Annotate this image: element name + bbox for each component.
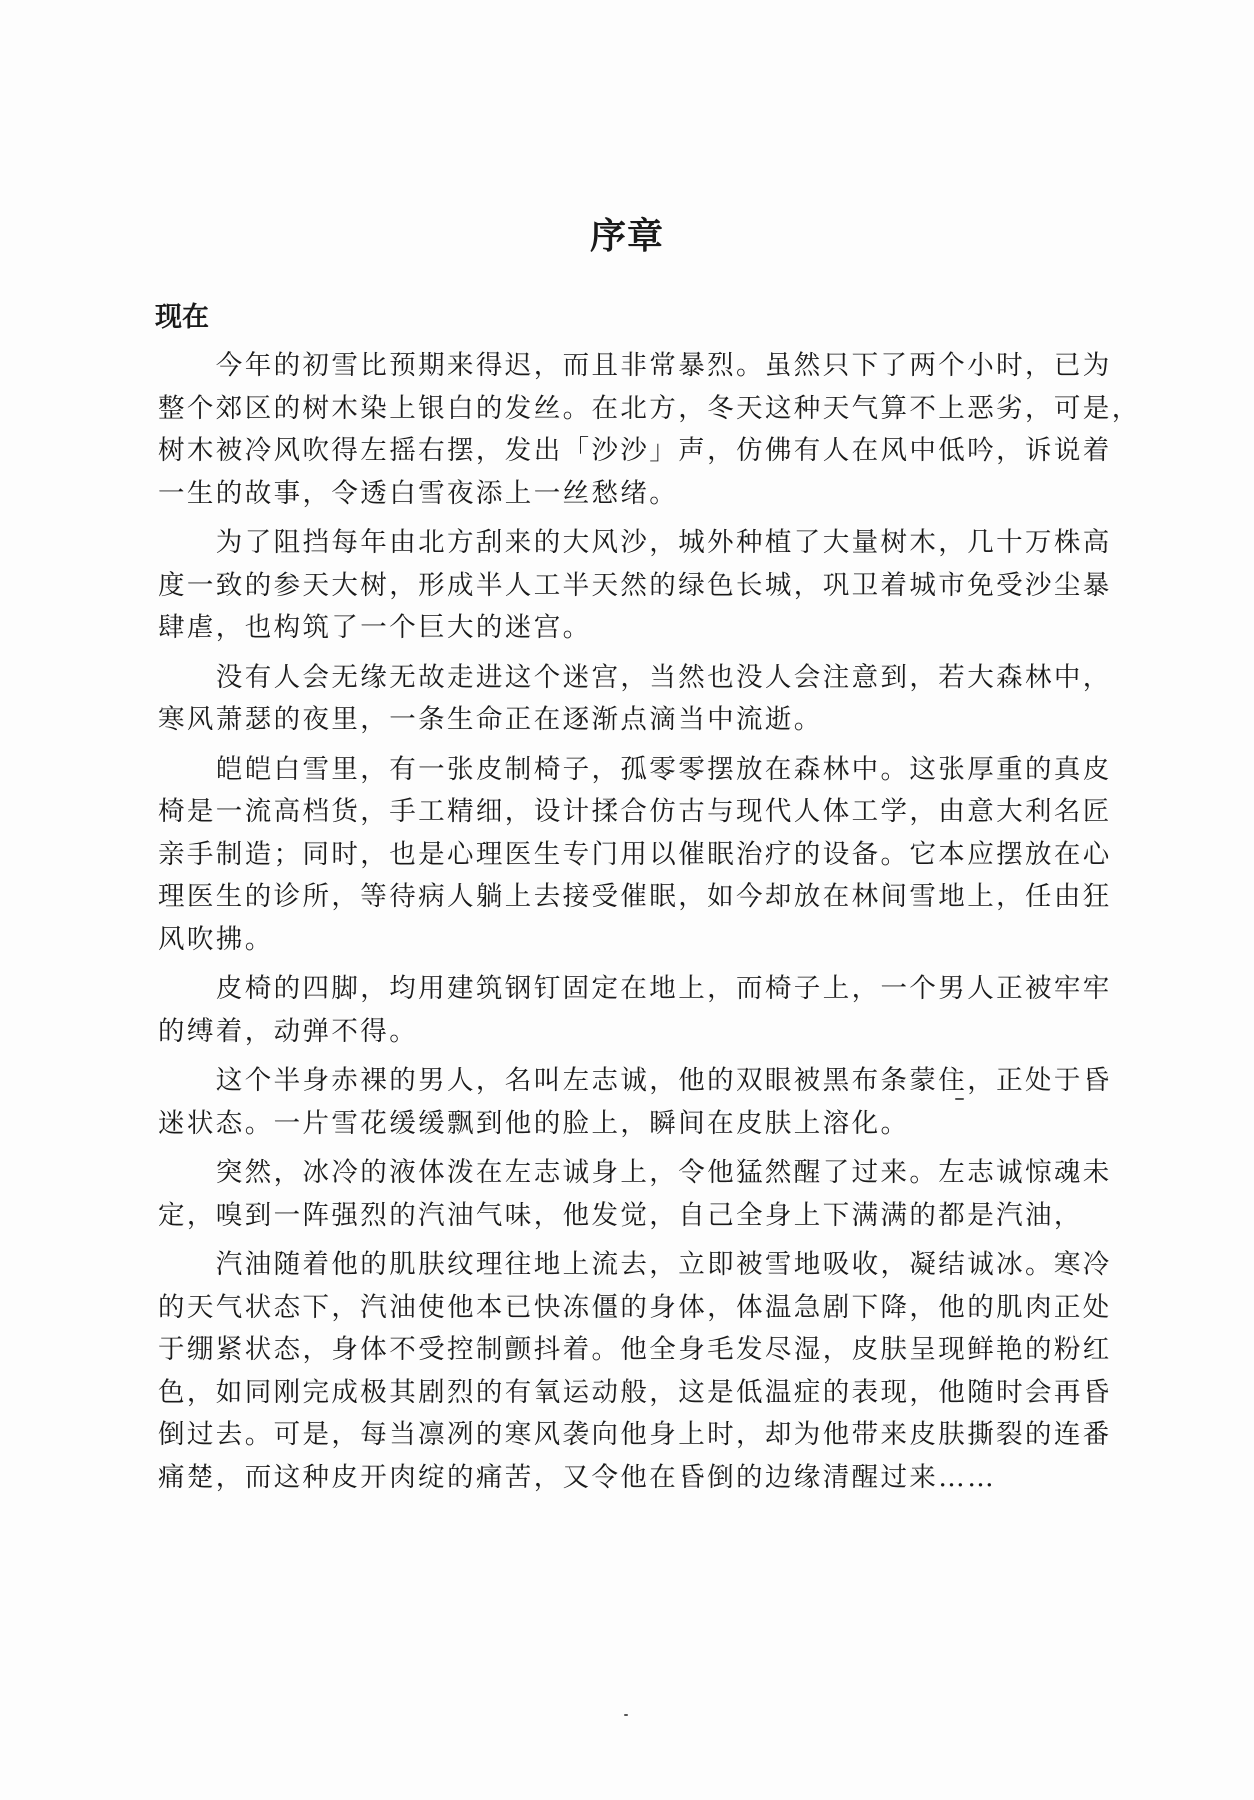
text-line: 于绷紧状态，身体不受控制颤抖着。他全身毛发尽湿，皮肤呈现鲜艳的粉红 <box>158 1334 1112 1365</box>
text-line: 今年的初雪比预期来得迟，而且非常暴烈。虽然只下了两个小时，已为 <box>158 350 1112 381</box>
paragraph <box>158 522 1112 650</box>
text-line: 肆虐，也构筑了一个巨大的迷宫。 <box>158 612 592 643</box>
text-line: 亲手制造；同时，也是心理医生专门用以催眠治疗的设备。它本应摆放在心 <box>158 838 1112 870</box>
scan-speck <box>624 1714 628 1716</box>
text-line: 一生的故事，令透白雪夜添上一丝愁绪。 <box>158 477 679 509</box>
scan-speck <box>955 1098 964 1100</box>
paragraph <box>158 1244 1112 1499</box>
text-line: 色，如同刚完成极其剧烈的有氧运动般，这是低温症的表现，他随时会再昏 <box>158 1376 1112 1408</box>
text-line: 为了阻挡每年由北方刮来的大风沙，城外种植了大量树木，几十万株高 <box>158 527 1112 558</box>
text-line: 定，嗅到一阵强烈的汽油气味，他发觉，自己全身上下满满的都是汽油， <box>158 1199 1083 1231</box>
text-line: 突然，冰冷的液体泼在左志诚身上，令他猛然醒了过来。左志诚惊魂未 <box>158 1157 1112 1188</box>
text-line: 椅是一流高档货，手工精细，设计揉合仿古与现代人体工学，由意大利名匠 <box>158 796 1112 827</box>
section-heading: 现在 <box>155 302 209 333</box>
chapter-title: 序章 <box>589 215 664 257</box>
text-line: 树木被冷风吹得左摇右摆，发出「沙沙」声，仿佛有人在风中低吟，诉说着 <box>158 435 1112 466</box>
text-line: 痛楚，而这种皮开肉绽的痛苦，又令他在昏倒的边缘清醒过来…… <box>158 1461 997 1493</box>
paragraph <box>158 1152 1112 1237</box>
text-line: 度一致的参天大树，形成半人工半天然的绿色长城，巩卫着城市免受沙尘暴 <box>158 569 1112 601</box>
text-line: 没有人会无缘无故走进这个迷宫，当然也没人会注意到，若大森林中， <box>158 661 1112 693</box>
text-line: 这个半身赤裸的男人，名叫左志诚，他的双眼被黑布条蒙住，正处于昏 <box>158 1065 1112 1096</box>
text-line: 风吹拂。 <box>158 923 274 955</box>
text-line: 整个郊区的树木染上银白的发丝。在北方，冬天这种天气算不上恶劣，可是， <box>158 392 1141 424</box>
body-text <box>158 345 1141 1506</box>
paragraph <box>158 345 1141 515</box>
paragraph <box>158 657 1112 742</box>
paragraph <box>158 1060 1112 1145</box>
text-line: 皮椅的四脚，均用建筑钢钉固定在地上，而椅子上，一个男人正被牢牢 <box>158 973 1112 1004</box>
paragraph <box>158 968 1112 1053</box>
text-line: 皑皑白雪里，有一张皮制椅子，孤零零摆放在森林中。这张厚重的真皮 <box>158 753 1112 785</box>
text-line: 迷状态。一片雪花缓缓飘到他的脸上，瞬间在皮肤上溶化。 <box>158 1107 910 1139</box>
text-line: 倒过去。可是，每当凛冽的寒风袭向他身上时，却为他带来皮肤撕裂的连番 <box>158 1419 1112 1450</box>
text-line: 汽油随着他的肌肤纹理往地上流去，立即被雪地吸收，凝结诚冰。寒冷 <box>158 1249 1112 1280</box>
text-line: 的天气状态下，汽油使他本已快冻僵的身体，体温急剧下降，他的肌肉正处 <box>158 1291 1112 1323</box>
text-line: 的缚着，动弹不得。 <box>158 1015 419 1047</box>
text-line: 寒风萧瑟的夜里，一条生命正在逐渐点滴当中流逝。 <box>158 704 823 735</box>
paragraph <box>158 749 1112 962</box>
text-line: 理医生的诊所，等待病人躺上去接受催眠，如今却放在林间雪地上，任由狂 <box>158 881 1112 912</box>
